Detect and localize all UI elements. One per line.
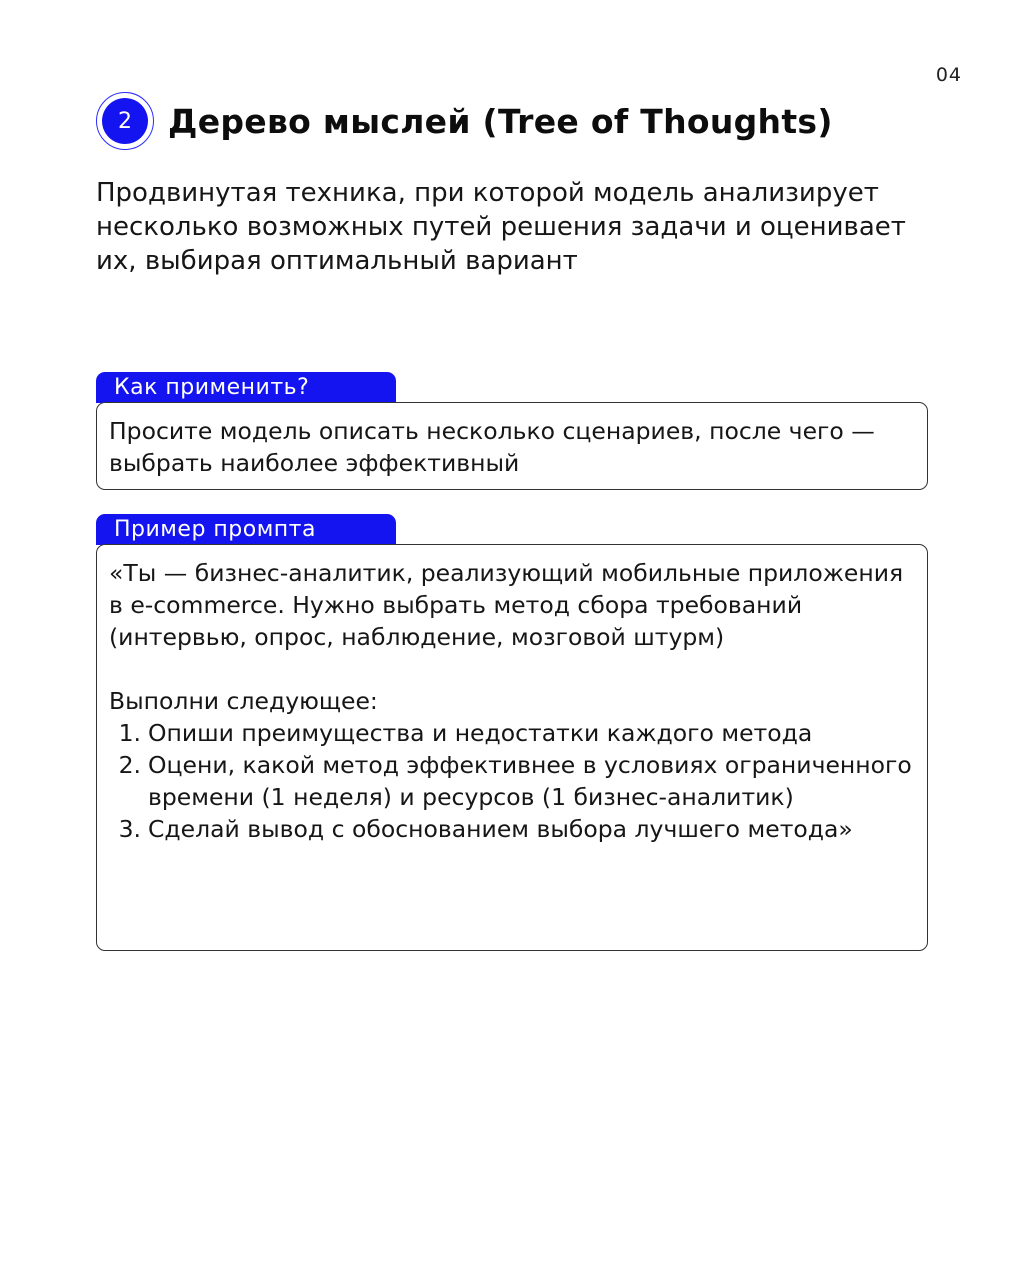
prompt-example-box bbox=[96, 544, 928, 951]
how-to-apply-box bbox=[96, 402, 928, 490]
list-item-number: 2. bbox=[118, 751, 141, 779]
prompt-example-tab: Пример промпта bbox=[96, 514, 396, 545]
how-to-apply-text: Просите модель описать несколько сценариев, после чего — выбрать наиболее эффективный bbox=[109, 417, 875, 477]
list-item-text: Сделай вывод с обоснованием выбора лучшего метода» bbox=[148, 815, 853, 843]
page-number: 04 bbox=[935, 64, 962, 86]
how-to-apply-tab: Как применить? bbox=[96, 372, 396, 403]
list-item-text: Опиши преимущества и недостатки каждого метода bbox=[148, 719, 813, 747]
list-item bbox=[109, 717, 915, 749]
step-number-badge bbox=[96, 92, 154, 150]
prompt-lead: Выполни следующее: bbox=[109, 687, 378, 715]
intro-text: Продвинутая техника, при которой модель анализирует несколько возможных путей решения задачи и оценивает их, выбирая оптимальный вариант bbox=[96, 178, 906, 276]
prompt-steps-list bbox=[109, 717, 915, 845]
step-number: 2 bbox=[102, 98, 148, 144]
section-heading bbox=[96, 92, 833, 150]
paragraph-gap bbox=[109, 653, 915, 685]
list-item bbox=[109, 749, 915, 813]
list-item-number: 1. bbox=[118, 719, 141, 747]
page-title: Дерево мыслей (Tree of Thoughts) bbox=[168, 101, 833, 141]
list-item bbox=[109, 813, 915, 845]
list-item-text: Оцени, какой метод эффективнее в условиях ограниченного времени (1 неделя) и ресурсов (1 бизнес-аналитик) bbox=[148, 751, 912, 811]
prompt-paragraph: «Ты — бизнес-аналитик, реализующий мобильные приложения в e-commerce. Нужно выбрать метод сбора требований (интервью, опрос, наблюдение, мозговой штурм) bbox=[109, 559, 904, 651]
list-item-number: 3. bbox=[118, 815, 141, 843]
